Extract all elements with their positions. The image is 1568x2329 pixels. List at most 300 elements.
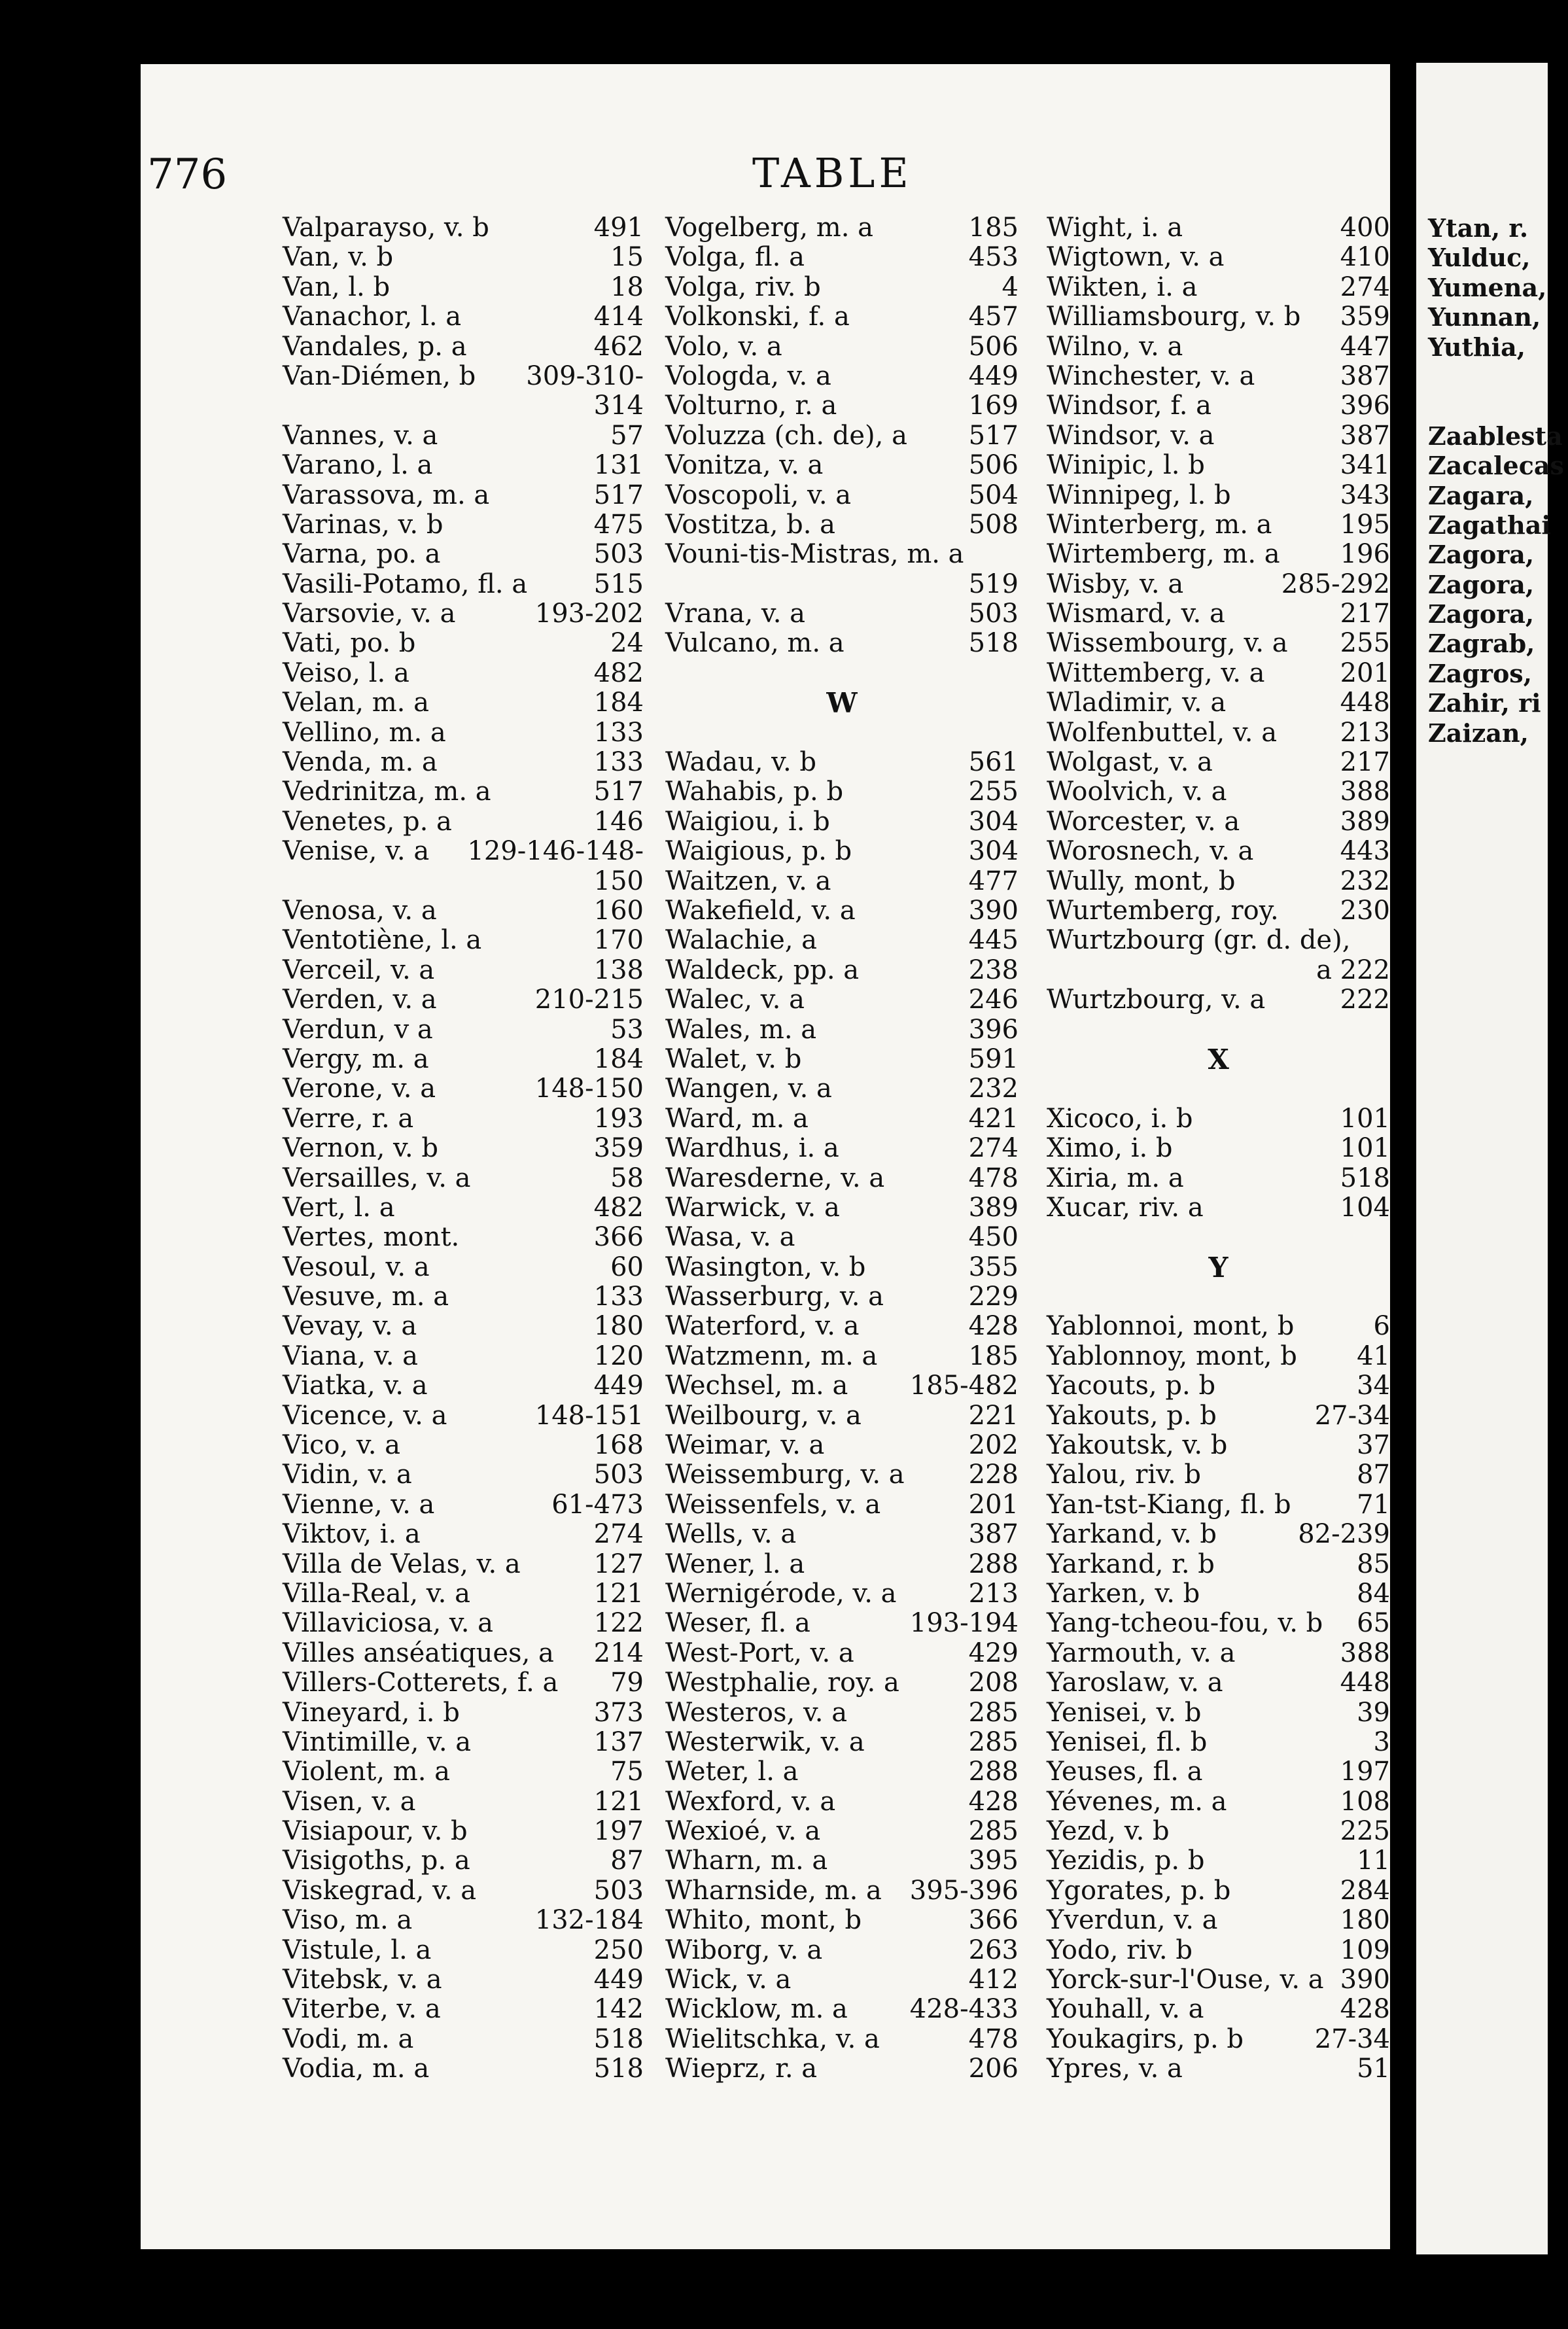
index-entry — [283, 213, 644, 243]
entry-page: 214 — [593, 1637, 644, 1668]
index-entry — [665, 570, 1019, 599]
index-entry — [1428, 302, 1559, 332]
index-entry — [1428, 273, 1559, 302]
index-entry — [283, 302, 644, 332]
entry-name: Vellino, m. a — [283, 717, 446, 748]
index-entry — [665, 2025, 1019, 2054]
index-entry — [283, 1223, 644, 1252]
index-entry — [283, 1164, 644, 1193]
entry-name: Waterford, v. a — [665, 1311, 860, 1342]
index-entry — [665, 1550, 1019, 1579]
index-entry — [1428, 718, 1559, 748]
entry-page: 202 — [968, 1430, 1019, 1461]
entry-page — [1386, 1223, 1390, 1252]
entry-page: 57 — [610, 420, 644, 451]
index-entry — [665, 1639, 1019, 1668]
entry-page: 53 — [610, 1014, 644, 1045]
entry-page: 304 — [968, 836, 1019, 867]
entry-name: Xiria, m. a — [1047, 1163, 1184, 1193]
index-entry — [1047, 956, 1390, 985]
entry-page: 373 — [593, 1697, 644, 1728]
entry-page — [1555, 570, 1559, 599]
index-entry — [283, 1134, 644, 1163]
entry-page: 197 — [593, 1816, 644, 1847]
entry-page: 148-150 — [534, 1074, 644, 1104]
index-entry — [283, 421, 644, 451]
index-entry — [283, 1995, 644, 2024]
index-entry — [283, 1550, 644, 1579]
entry-name: Zagora, — [1428, 540, 1535, 570]
entry-name: Varano, l. a — [283, 450, 433, 481]
index-entry — [1047, 1431, 1390, 1460]
entry-page — [1555, 510, 1559, 540]
entry-page: 387 — [1340, 420, 1390, 451]
entry-page: 213 — [1340, 717, 1390, 748]
entry-page: 60 — [610, 1252, 644, 1282]
entry-page — [1015, 718, 1019, 748]
entry-page: 475 — [593, 509, 644, 540]
entry-name: Voscopoli, v. a — [665, 480, 852, 510]
index-entry — [1047, 2054, 1390, 2084]
entry-name: Vineyard, i. b — [283, 1697, 460, 1728]
entry-page: 519 — [968, 569, 1019, 599]
entry-name: Vertes, mont. — [283, 1222, 460, 1253]
index-entry — [1047, 777, 1390, 807]
entry-name: Zaizan, — [1428, 718, 1529, 748]
entry-page: 388 — [1340, 777, 1390, 807]
entry-name: Vologda, v. a — [665, 360, 831, 391]
index-entry — [283, 540, 644, 569]
index-entry — [665, 1134, 1019, 1163]
entry-page: 508 — [968, 509, 1019, 540]
entry-name — [665, 570, 965, 599]
entry-name: Worosnech, v. a — [1047, 836, 1254, 867]
entry-name: Weissemburg, v. a — [665, 1460, 905, 1490]
entry-page: 428 — [968, 1311, 1019, 1342]
index-entry — [1047, 1965, 1390, 1995]
index-column-1 — [283, 213, 644, 2084]
entry-name: Vati, po. b — [283, 628, 416, 659]
entry-page: 61-473 — [551, 1489, 644, 1520]
entry-page: 518 — [968, 628, 1019, 659]
entry-page: 210-215 — [534, 985, 644, 1015]
entry-name: Van, v. b — [283, 242, 394, 273]
entry-page: 389 — [1340, 806, 1390, 837]
index-entry — [1047, 362, 1390, 391]
index-entry — [283, 273, 644, 302]
entry-name: Wahabis, p. b — [665, 777, 844, 807]
entry-name: Velan, m. a — [283, 688, 429, 718]
entry-page — [1555, 718, 1559, 748]
index-entry — [1047, 1193, 1390, 1223]
index-entry — [283, 718, 644, 748]
entry-page: 343 — [1340, 480, 1390, 510]
entry-name: Wurtzbourg, v. a — [1047, 985, 1266, 1015]
index-entry — [1047, 807, 1390, 837]
index-entry — [1047, 1757, 1390, 1787]
index-entry — [283, 1371, 644, 1401]
entry-name: Weter, l. a — [665, 1757, 799, 1787]
index-entry — [283, 1253, 644, 1282]
entry-page: 27-34 — [1314, 2023, 1390, 2054]
index-entry — [1047, 1876, 1390, 1906]
entry-page: 150 — [593, 866, 644, 896]
entry-name: Yenisei, v. b — [1047, 1697, 1202, 1728]
entry-page: 82-239 — [1298, 1519, 1390, 1550]
index-entry — [1047, 1609, 1390, 1638]
entry-name: Wittemberg, v. a — [1047, 657, 1265, 688]
entry-page: 429 — [968, 1637, 1019, 1668]
index-entry — [1047, 1312, 1390, 1341]
index-entry — [1047, 659, 1390, 688]
entry-name: Versailles, v. a — [283, 1163, 471, 1193]
index-entry — [1047, 926, 1390, 955]
entry-name: Yévenes, m. a — [1047, 1786, 1227, 1817]
index-entry — [665, 1698, 1019, 1728]
entry-page: 503 — [968, 599, 1019, 629]
entry-name: Wissembourg, v. a — [1047, 628, 1288, 659]
index-entry — [283, 1817, 644, 1846]
entry-page: 518 — [1340, 1163, 1390, 1193]
entry-page: 196 — [1340, 539, 1390, 570]
entry-page: 24 — [610, 628, 644, 659]
entry-name: Warwick, v. a — [665, 1192, 840, 1223]
entry-name: Xicoco, i. b — [1047, 1103, 1193, 1134]
entry-page: 193-194 — [909, 1608, 1019, 1639]
index-entry — [665, 421, 1019, 451]
entry-name: Wasa, v. a — [665, 1222, 795, 1253]
index-entry — [1047, 213, 1390, 243]
entry-page: 274 — [968, 1133, 1019, 1164]
index-column-2 — [665, 213, 1019, 2084]
index-entry — [1428, 391, 1559, 421]
entry-page: 109 — [1340, 1935, 1390, 1965]
entry-page — [1555, 481, 1559, 510]
entry-name: Yumena, — [1428, 272, 1547, 302]
index-entry — [1047, 302, 1390, 332]
entry-name: Vonitza, v. a — [665, 450, 824, 481]
index-entry — [1047, 1846, 1390, 1876]
entry-page — [1555, 688, 1559, 718]
entry-page: 58 — [610, 1163, 644, 1193]
index-entry — [283, 985, 644, 1015]
entry-page: 428-433 — [909, 1994, 1019, 2025]
entry-name: Yarken, v. b — [1047, 1578, 1200, 1609]
entry-name: Youkagirs, p. b — [1047, 2023, 1244, 2054]
index-entry — [283, 1104, 644, 1134]
index-entry — [665, 1371, 1019, 1401]
index-entry — [1428, 332, 1559, 362]
entry-page: 396 — [1340, 391, 1390, 421]
index-entry — [283, 1460, 644, 1490]
entry-page: 428 — [1340, 1994, 1390, 2025]
index-entry — [283, 1728, 644, 1757]
entry-page: 122 — [593, 1608, 644, 1639]
entry-page: 133 — [593, 1282, 644, 1312]
section-heading: W — [826, 687, 858, 720]
entry-name: Vert, l. a — [283, 1192, 395, 1223]
entry-page — [1555, 362, 1559, 391]
entry-page: 491 — [593, 213, 644, 243]
entry-name: Wells, v. a — [665, 1519, 797, 1550]
index-entry — [283, 837, 644, 866]
index-entry — [665, 451, 1019, 480]
entry-name: Winterberg, m. a — [1047, 509, 1272, 540]
index-entry — [1047, 421, 1390, 451]
entry-page: 34 — [1357, 1371, 1390, 1401]
entry-name: Visen, v. a — [283, 1786, 416, 1817]
index-entry — [283, 391, 644, 421]
entry-name: Venda, m. a — [283, 747, 438, 778]
entry-name: Yarkand, v. b — [1047, 1519, 1217, 1550]
entry-page: 506 — [968, 331, 1019, 362]
index-entry — [1047, 1579, 1390, 1609]
entry-page: 448 — [1340, 688, 1390, 718]
entry-name: Volkonski, f. a — [665, 302, 850, 332]
entry-page: 180 — [593, 1311, 644, 1342]
entry-name: Ytan, r. — [1428, 213, 1529, 243]
index-entry — [665, 659, 1019, 688]
entry-page: 285 — [968, 1697, 1019, 1728]
entry-name: Waigiou, i. b — [665, 806, 830, 837]
index-entry — [1047, 1817, 1390, 1846]
entry-page: 255 — [968, 777, 1019, 807]
index-entry — [665, 896, 1019, 926]
index-entry — [1047, 985, 1390, 1015]
entry-page: 108 — [1340, 1786, 1390, 1817]
index-entry — [1428, 629, 1559, 658]
entry-name: Zagros, — [1428, 658, 1532, 688]
entry-name: Watzmenn, m. a — [665, 1340, 878, 1371]
entry-page: 448 — [1340, 1668, 1390, 1698]
entry-page: 288 — [968, 1549, 1019, 1579]
entry-page: 146 — [593, 806, 644, 837]
entry-page: 246 — [968, 985, 1019, 1015]
index-entry — [1047, 1787, 1390, 1817]
index-entry — [1428, 510, 1559, 540]
entry-name: Waresderne, v. a — [665, 1163, 885, 1193]
entry-page: 389 — [968, 1192, 1019, 1223]
entry-name: Westeros, v. a — [665, 1697, 848, 1728]
entry-name: Wharn, m. a — [665, 1846, 828, 1876]
entry-page: 169 — [968, 391, 1019, 421]
index-entry — [1047, 1401, 1390, 1431]
index-entry — [665, 1906, 1019, 1935]
entry-name: Zagathai — [1428, 510, 1551, 540]
entry-name: Viatka, v. a — [283, 1371, 428, 1401]
index-entry — [665, 1015, 1019, 1045]
entry-name: Violent, m. a — [283, 1757, 450, 1787]
index-entry — [1047, 1490, 1390, 1520]
entry-name: Yacouts, p. b — [1047, 1371, 1216, 1401]
entry-name: Vico, v. a — [283, 1430, 401, 1461]
entry-page: 229 — [968, 1282, 1019, 1312]
entry-page: 591 — [968, 1043, 1019, 1074]
entry-name: Windsor, v. a — [1047, 420, 1215, 451]
entry-name: Wielitschka, v. a — [665, 2023, 880, 2054]
index-entry — [283, 2025, 644, 2054]
entry-page: 387 — [968, 1519, 1019, 1550]
index-entry — [283, 1490, 644, 1520]
entry-name: Varinas, v. b — [283, 509, 444, 540]
entry-name: Wick, v. a — [665, 1965, 792, 1995]
entry-name: Wexioé, v. a — [665, 1816, 821, 1847]
entry-page: 129-146-148- — [467, 836, 644, 867]
entry-name: Viso, m. a — [283, 1905, 413, 1936]
index-entry — [1047, 1668, 1390, 1698]
entry-page: 443 — [1340, 836, 1390, 867]
index-entry — [1428, 421, 1563, 451]
index-entry — [1047, 1223, 1390, 1252]
entry-page: 185 — [968, 213, 1019, 243]
entry-page: 390 — [1340, 1965, 1390, 1995]
index-entry — [283, 1668, 644, 1698]
index-entry — [665, 481, 1019, 510]
entry-page — [1555, 629, 1559, 658]
entry-name: Viskegrad, v. a — [283, 1875, 477, 1906]
index-entry — [283, 1045, 644, 1074]
index-entry — [283, 1876, 644, 1906]
entry-page: 232 — [968, 1074, 1019, 1104]
entry-page: 225 — [1340, 1816, 1390, 1847]
entry-page: 101 — [1340, 1133, 1390, 1164]
index-entry — [1428, 570, 1559, 599]
index-entry — [283, 362, 644, 391]
index-entry — [283, 570, 644, 599]
entry-name: Vogelberg, m. a — [665, 213, 874, 243]
entry-name: Walec, v. a — [665, 985, 805, 1015]
entry-name: Visiapour, v. b — [283, 1816, 468, 1847]
entry-page: 217 — [1340, 599, 1390, 629]
entry-page: 309-310- — [526, 360, 644, 391]
index-entry — [665, 629, 1019, 658]
entry-name: Yverdun, v. a — [1047, 1905, 1218, 1936]
entry-page: 517 — [593, 480, 644, 510]
index-entry — [1047, 1936, 1390, 1965]
index-entry — [665, 1312, 1019, 1341]
entry-name: Weissenfels, v. a — [665, 1489, 881, 1520]
section-heading: X — [1208, 1043, 1229, 1076]
entry-page: 449 — [968, 360, 1019, 391]
index-entry — [665, 1045, 1019, 1074]
entry-name: Wurtemberg, roy. — [1047, 895, 1279, 926]
index-entry — [1428, 688, 1559, 718]
index-entry — [1047, 896, 1390, 926]
index-entry — [665, 1431, 1019, 1460]
index-entry — [283, 1698, 644, 1728]
entry-name: Verden, v. a — [283, 985, 437, 1015]
entry-page: 201 — [968, 1489, 1019, 1520]
index-entry — [1047, 867, 1390, 896]
entry-page: 288 — [968, 1757, 1019, 1787]
entry-name: Viana, v. a — [283, 1340, 418, 1371]
entry-page: 285 — [968, 1726, 1019, 1757]
index-entry — [1047, 837, 1390, 866]
index-entry — [1047, 1134, 1390, 1163]
entry-page: 447 — [1340, 331, 1390, 362]
entry-page: 285-292 — [1281, 569, 1390, 599]
entry-name: Van-Diémen, b — [283, 360, 476, 391]
index-entry — [665, 1223, 1019, 1252]
entry-page: 18 — [610, 271, 644, 302]
entry-name: Vintimille, v. a — [283, 1726, 472, 1757]
index-entry — [283, 2054, 644, 2084]
index-entry — [665, 777, 1019, 807]
entry-name: Wight, i. a — [1047, 213, 1183, 243]
entry-page: 503 — [593, 1460, 644, 1490]
entry-page: 217 — [1340, 747, 1390, 778]
entry-page: 366 — [968, 1905, 1019, 1936]
index-entry — [1047, 1460, 1390, 1490]
entry-page: 457 — [968, 302, 1019, 332]
entry-page: 15 — [610, 242, 644, 273]
entry-page: 184 — [593, 688, 644, 718]
entry-name — [283, 391, 590, 421]
entry-page: 228 — [968, 1460, 1019, 1490]
index-entry — [1428, 659, 1559, 688]
entry-name: Visigoths, p. a — [283, 1846, 470, 1876]
entry-page — [1555, 659, 1559, 688]
index-entry — [283, 1342, 644, 1371]
entry-name: Veiso, l. a — [283, 657, 409, 688]
entry-name: Westerwik, v. a — [665, 1726, 865, 1757]
entry-page: 6 — [1373, 1311, 1390, 1342]
entry-name: Ward, m. a — [665, 1103, 809, 1134]
index-entry — [283, 1757, 644, 1787]
entry-page: 517 — [968, 420, 1019, 451]
index-entry — [283, 451, 644, 480]
entry-name: Verdun, v a — [283, 1014, 433, 1045]
entry-page: 284 — [1340, 1875, 1390, 1906]
entry-page — [1555, 540, 1559, 569]
entry-page: 213 — [968, 1578, 1019, 1609]
entry-name: Viterbe, v. a — [283, 1994, 441, 2025]
index-entry — [1047, 451, 1390, 480]
entry-page: 518 — [593, 2054, 644, 2084]
entry-name: Ypres, v. a — [1047, 2054, 1183, 2084]
entry-page: 65 — [1357, 1608, 1390, 1639]
entry-page: 121 — [593, 1786, 644, 1817]
index-entry — [665, 1995, 1019, 2024]
index-entry — [665, 1520, 1019, 1549]
entry-name: Yarmouth, v. a — [1047, 1637, 1236, 1668]
entry-name: Yan-tst-Kiang, fl. b — [1047, 1489, 1291, 1520]
entry-name: Zagrab, — [1428, 629, 1535, 659]
entry-name: Vicence, v. a — [283, 1400, 447, 1431]
index-entry — [665, 599, 1019, 629]
index-entry — [665, 867, 1019, 896]
entry-page: 504 — [968, 480, 1019, 510]
entry-name: Wechsel, m. a — [665, 1371, 848, 1401]
entry-name: Vodia, m. a — [283, 2054, 430, 2084]
entry-name: Vandales, p. a — [283, 331, 467, 362]
entry-page — [1555, 213, 1559, 243]
index-entry — [665, 718, 1019, 748]
entry-name: Whito, mont, b — [665, 1905, 862, 1936]
entry-name — [665, 718, 1015, 748]
index-entry — [665, 1253, 1019, 1282]
entry-page — [1386, 1282, 1390, 1312]
entry-name: Yablonnoi, mont, b — [1047, 1311, 1295, 1342]
entry-page — [1555, 273, 1559, 302]
entry-name: Wisby, v. a — [1047, 569, 1184, 599]
entry-name: Yenisei, fl. b — [1047, 1726, 1208, 1757]
index-entry — [283, 1639, 644, 1668]
entry-page: 193 — [593, 1103, 644, 1134]
entry-name: Wiborg, v. a — [665, 1935, 823, 1965]
index-entry — [283, 510, 644, 540]
index-entry — [283, 1431, 644, 1460]
